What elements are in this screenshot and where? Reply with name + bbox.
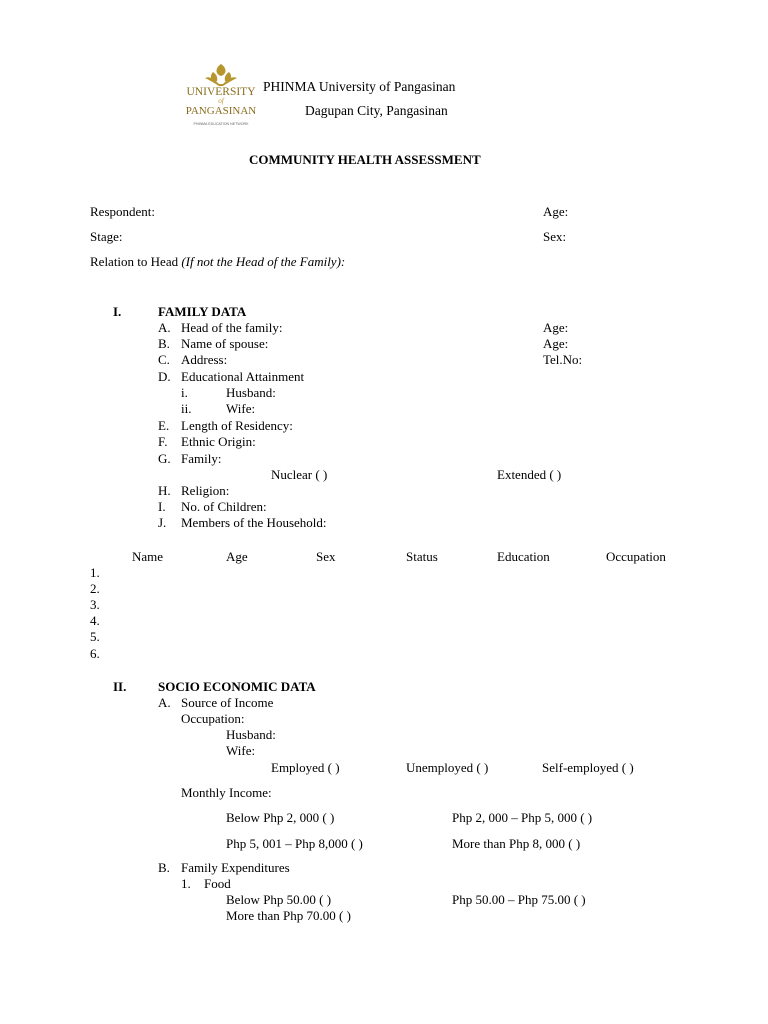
children-label: No. of Children: [181, 499, 267, 514]
food-option: More than Php 70.00 ( ) [226, 908, 351, 923]
food-number: 1. [181, 876, 191, 891]
column-header-occupation: Occupation [606, 549, 666, 564]
university-logo [175, 62, 267, 130]
table-row-number: 4. [90, 613, 100, 628]
university-seal-icon [175, 62, 267, 130]
logo-of: of [218, 97, 224, 105]
respondent-age-label: Age: [543, 204, 569, 219]
table-row-number: 5. [90, 629, 100, 644]
relation-to-head-label [90, 254, 345, 270]
logo-line1: UNIVERSITY [186, 86, 256, 98]
edu-sub-num-husband: i. [181, 385, 188, 400]
income-option: Php 2, 000 – Php 5, 000 ( ) [452, 810, 593, 825]
occupation-wife-label: Wife: [226, 743, 256, 758]
page-title: COMMUNITY HEALTH ASSESSMENT [249, 152, 481, 167]
food-option: Below Php 50.00 ( ) [226, 892, 332, 907]
table-row-number: 6. [90, 646, 100, 661]
edu-wife-label: Wife: [226, 401, 256, 416]
income-option: More than Php 8, 000 ( ) [452, 836, 581, 851]
head-of-family-label: Head of the family: [181, 320, 283, 335]
family-type-label: Family: [181, 451, 222, 466]
self-employed-option: Self-employed ( ) [542, 760, 634, 775]
column-header-status: Status [406, 549, 438, 564]
section-heading-family: FAMILY DATA [158, 304, 247, 319]
religion-label: Religion: [181, 483, 230, 498]
logo-line2: PANGASINAN [185, 105, 257, 117]
occupation-husband-label: Husband: [226, 727, 276, 742]
sex-label: Sex: [543, 229, 567, 244]
column-header-name: Name [132, 549, 164, 564]
occupation-label: Occupation: [181, 711, 245, 726]
income-option: Php 5, 001 – Php 8,000 ( ) [226, 836, 363, 851]
residency-label: Length of Residency: [181, 418, 293, 433]
tel-label: Tel.No: [543, 352, 583, 367]
item-letter-c: C. [158, 352, 170, 367]
column-header-education: Education [497, 549, 550, 564]
spouse-label: Name of spouse: [181, 336, 269, 351]
column-header-age: Age [226, 549, 248, 564]
item-letter-f: F. [158, 434, 168, 449]
respondent-label: Respondent: [90, 204, 155, 219]
household-members-label: Members of the Household: [181, 515, 327, 530]
item-letter-e: E. [158, 418, 170, 433]
food-option: Php 50.00 – Php 75.00 ( ) [452, 892, 586, 907]
institution-location: Dagupan City, Pangasinan [305, 103, 448, 118]
item-letter-h: H. [158, 483, 171, 498]
source-of-income-label: Source of Income [181, 695, 274, 710]
socio-letter-a: A. [158, 695, 171, 710]
address-label: Address: [181, 352, 228, 367]
item-letter-b: B. [158, 336, 170, 351]
head-age-label: Age: [543, 320, 569, 335]
item-letter-a: A. [158, 320, 171, 335]
socio-letter-b: B. [158, 860, 170, 875]
section-numeral-family: I. [113, 304, 122, 319]
institution-name: PHINMA University of Pangasinan [263, 79, 456, 94]
unemployed-option: Unemployed ( ) [406, 760, 489, 775]
educational-attainment-label: Educational Attainment [181, 369, 305, 384]
food-label: Food [204, 876, 231, 891]
section-heading-socio: SOCIO ECONOMIC DATA [158, 679, 316, 694]
relation-italic: (If not the Head of the Family): [181, 254, 346, 269]
item-letter-d: D. [158, 369, 171, 384]
logo-tagline: PHINMA EDUCATION NETWORK [193, 122, 249, 126]
table-row-number: 1. [90, 565, 100, 580]
edu-husband-label: Husband: [226, 385, 276, 400]
ethnic-origin-label: Ethnic Origin: [181, 434, 256, 449]
relation-prefix: Relation to Head [90, 254, 182, 269]
family-expenditures-label: Family Expenditures [181, 860, 290, 875]
stage-label: Stage: [90, 229, 123, 244]
spouse-age-label: Age: [543, 336, 569, 351]
table-row-number: 3. [90, 597, 100, 612]
monthly-income-label: Monthly Income: [181, 785, 272, 800]
income-option: Below Php 2, 000 ( ) [226, 810, 335, 825]
item-letter-i: I. [158, 499, 166, 514]
extended-option: Extended ( ) [497, 467, 562, 482]
table-row-number: 2. [90, 581, 100, 596]
column-header-sex: Sex [316, 549, 336, 564]
employed-option: Employed ( ) [271, 760, 340, 775]
nuclear-option: Nuclear ( ) [271, 467, 328, 482]
item-letter-g: G. [158, 451, 171, 466]
section-numeral-socio: II. [113, 679, 127, 694]
item-letter-j: J. [158, 515, 167, 530]
edu-sub-num-wife: ii. [181, 401, 192, 416]
